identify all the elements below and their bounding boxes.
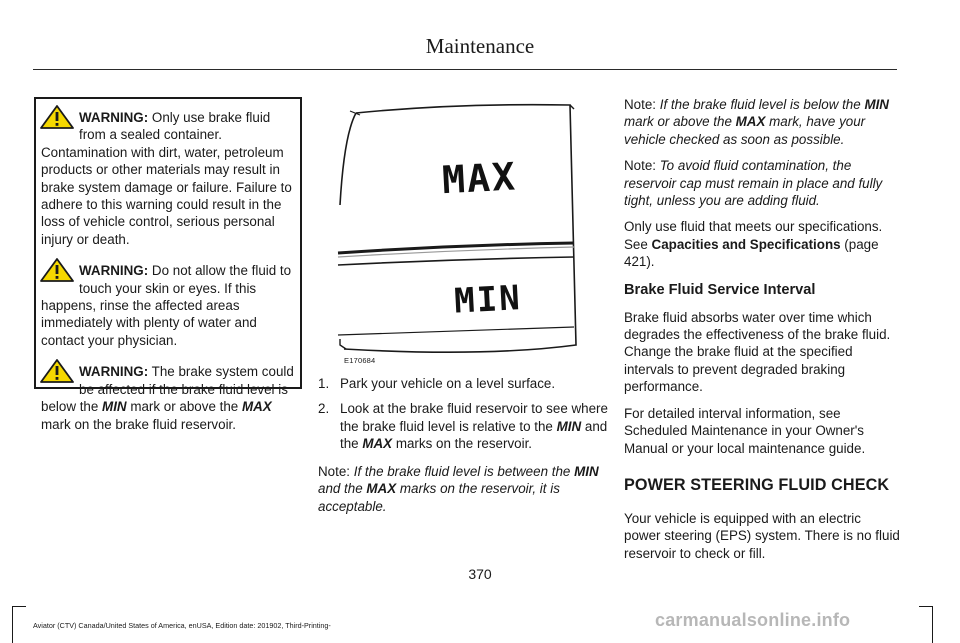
steps-list [318, 375, 608, 461]
list-item [318, 375, 608, 392]
warning-text: mark on the brake fluid reservoir. [41, 416, 236, 432]
max-mark-label: MAX [441, 154, 518, 203]
paragraph: Brake fluid absorbs water over time which degrades the effectiveness of the brake fluid. Change the brake fluid at the specified intervals to prevent degraded braking performance. [624, 309, 891, 395]
warning-text: Only use brake fluid from a sealed container. Contamination with dirt, water, petroleum products or other materials may result in brake system damage or failure. Failure to adhere to this warning could result in the loss of vehicle control, serious personal injury or death. [41, 110, 292, 247]
note-text: To avoid fluid contamination, the reservoir cap must remain in place and fully tight, unless you are adding fluid. [624, 158, 883, 209]
min-mark-label: MIN [453, 278, 523, 322]
note-label: Note: [624, 158, 657, 174]
warning-triangle-icon [40, 258, 74, 282]
step-number: 1. [318, 376, 330, 391]
spec-text: Only use fluid that meets our specifications. See [624, 219, 883, 252]
note-level-out-of-range [624, 96, 900, 148]
list-item [318, 400, 608, 452]
warning-label: WARNING: [79, 110, 149, 125]
paragraph: For detailed interval information, see Scheduled Maintenance in your Owner's Manual or your local maintenance guide. [624, 405, 866, 456]
warning-text: Do not allow the fluid to touch your skin or eyes. If this happens, rinse the affected areas immediately with plenty of water and contact your physician. [41, 263, 292, 348]
note-level-acceptable [318, 463, 604, 515]
crop-mark [932, 606, 933, 643]
watermark: carmanualsonline.info [655, 610, 851, 630]
max-mark-text: MAX [241, 399, 272, 415]
note-text: mark, have your vehicle checked as soon as possible. [624, 114, 866, 147]
header-rule [33, 69, 897, 70]
min-mark-text: MIN [102, 399, 127, 415]
note-text: mark or above the [624, 114, 736, 130]
section-heading-power-steering: POWER STEERING FLUID CHECK [624, 475, 890, 494]
spec-text: (page 421). [624, 236, 879, 270]
min-mark-text: MIN [574, 464, 599, 479]
min-mark-text: MIN [864, 97, 889, 112]
warning-text: The brake system could be affected if the brake fluid level is below the [41, 364, 294, 415]
warning-2 [41, 262, 296, 349]
warning-triangle-icon [40, 105, 74, 129]
note-text: If the brake fluid level is below the [656, 97, 865, 112]
crop-mark [12, 606, 13, 643]
capacities-link[interactable]: Capacities and Specifications [651, 236, 841, 252]
right-column [624, 96, 900, 571]
warning-3 [41, 363, 296, 433]
warning-label: WARNING: [79, 263, 149, 279]
page-number: 370 [468, 566, 492, 582]
note-cap [624, 157, 900, 209]
paragraph: Your vehicle is equipped with an electric power steering (EPS) system. There is no fluid reservoir to check or fill. [624, 510, 900, 561]
reservoir-illustration [336, 95, 598, 365]
note-label: Note: [318, 464, 351, 479]
warning-triangle-icon [40, 359, 74, 383]
spec-paragraph [624, 218, 900, 270]
page-title: Maintenance [425, 34, 535, 58]
step-text: Park your vehicle on a level surface. [340, 376, 556, 391]
note-text: If the brake fluid level is between the [350, 464, 575, 479]
note-label: Note: [624, 97, 657, 112]
max-mark-text: MAX [735, 114, 766, 130]
step-text: Look at the brake fluid reservoir to see where the brake fluid level is relative to the [340, 401, 608, 434]
step-text: marks on the reservoir. [392, 436, 533, 452]
max-mark-text: MAX [362, 436, 393, 452]
crop-mark [919, 606, 933, 607]
warning-box [34, 97, 302, 432]
step-number: 2. [318, 401, 330, 417]
warning-text: mark or above the [126, 399, 242, 415]
figure-id: E170684 [344, 356, 376, 365]
warning-1 [41, 109, 296, 248]
note-text: and the [318, 481, 367, 497]
min-mark-text: MIN [556, 418, 582, 434]
step-text: and the [340, 418, 608, 452]
note-text: marks on the reservoir, it is acceptable. [318, 481, 560, 514]
warning-label: WARNING: [79, 364, 149, 380]
section-heading-service-interval: Brake Fluid Service Interval [624, 281, 816, 298]
max-mark-text: MAX [366, 481, 397, 497]
footer-edition: Aviator (CTV) Canada/United States of America, enUSA, Edition date: 201902, Third-Printing- [33, 621, 331, 630]
crop-mark [12, 606, 26, 607]
